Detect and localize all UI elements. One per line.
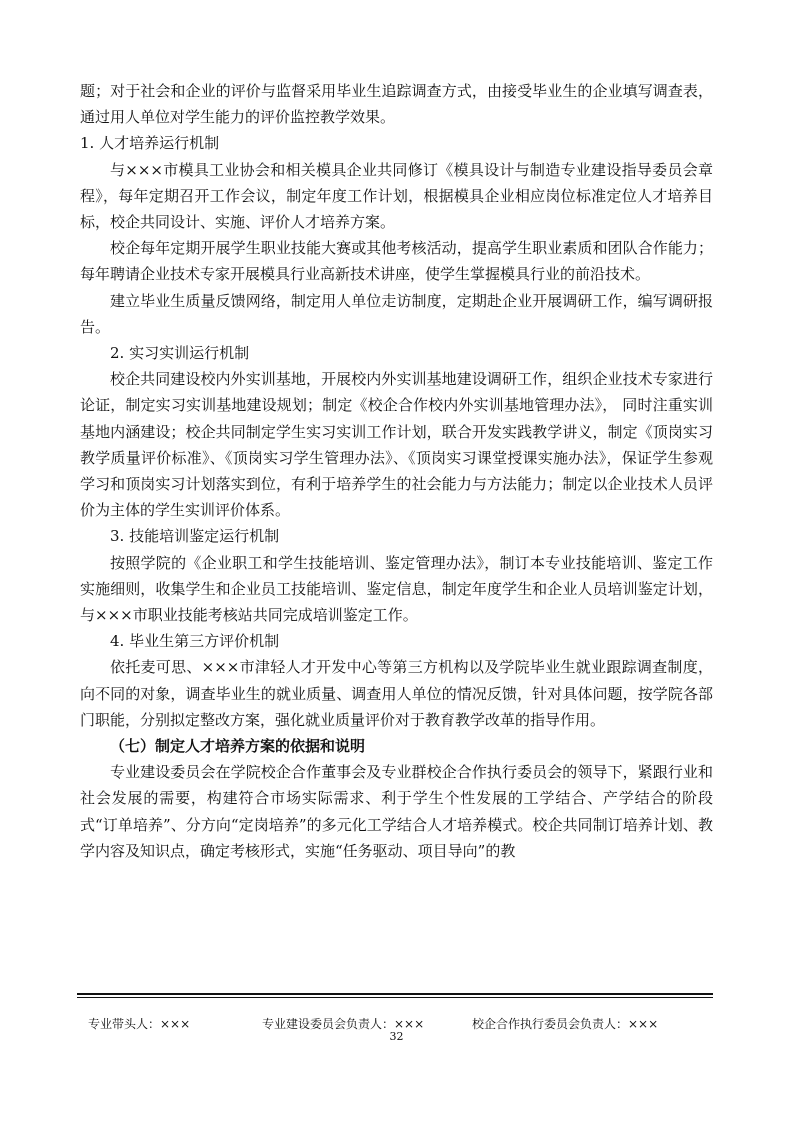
footer-lead: 专业带头人：××× bbox=[88, 1017, 191, 1031]
subheading-internship: 2. 实习实训运行机制 bbox=[110, 344, 250, 363]
footer-committee: 专业建设委员会负责人：××× bbox=[262, 1017, 425, 1031]
subheading-talent-training: 1. 人才培养运行机制 bbox=[80, 134, 220, 153]
paragraph: 按照学院的《企业职工和学生技能培训、鉴定管理办法》，制订本专业技能培训、鉴定工作实施细则，收集学生和企业员工技能培训、鉴定信息，制定年度学生和企业人员培训鉴定计划，与×××市职业技能考核站共同完成培训鉴定工作。 bbox=[80, 553, 713, 625]
footer-rule-thin bbox=[77, 997, 713, 998]
footer-exec: 校企合作执行委员会负责人：××× bbox=[472, 1017, 659, 1031]
section-heading: （七）制定人才培养方案的依据和说明 bbox=[110, 737, 366, 756]
paragraph: 专业建设委员会在学院校企合作董事会及专业群校企合作执行委员会的领导下，紧跟行业和社会发展的需要，构建符合市场实际需求、利于学生个性发展的工学结合、产学结合的阶段式“订单培养”、分方向“定岗培养”的多元化工学结合人才培养模式。校企共同制订培养计划、教学内容及知识点，确定考核形式，实施“任务驱动、项目导向”的教 bbox=[80, 763, 713, 860]
page-number: 32 bbox=[389, 1030, 404, 1043]
paragraph-continuation: 题；对于社会和企业的评价与监督采用毕业生追踪调查方式，由接受毕业生的企业填写调查表，通过用人单位对学生能力的评价监控教学效果。 bbox=[80, 82, 713, 127]
paragraph: 依托麦可思、×××市津轻人才开发中心等第三方机构以及学院毕业生就业跟踪调查制度，向不同的对象，调查毕业生的就业质量、调查用人单位的情况反馈，针对具体问题，按学院各部门职能，分别拟定整改方案，强化就业质量评价对于教育教学改革的指导作用。 bbox=[80, 658, 713, 729]
paragraph: 与×××市模具工业协会和相关模具企业共同修订《模具设计与制造专业建设指导委员会章程》，每年定期召开工作会议，制定年度工作计划，根据模具企业相应岗位标准定位人才培养目标，校企共同设计、实施、评价人才培养方案。 bbox=[80, 160, 713, 232]
paragraph: 校企每年定期开展学生职业技能大赛或其他考核活动，提高学生职业素质和团队合作能力；每年聘请企业技术专家开展模具行业高新技术讲座，使学生掌握模具行业的前沿技术。 bbox=[80, 239, 713, 284]
paragraph: 建立毕业生质量反馈网络，制定用人单位走访制度，定期赴企业开展调研工作，编写调研报告。 bbox=[80, 291, 713, 336]
paragraph: 校企共同建设校内外实训基地，开展校内外实训基地建设调研工作，组织企业技术专家进行论证，制定实习实训基地建设规划；制定《校企合作校内外实训基地管理办法》， 同时注重实训基地内涵建设；校企共同制定学生实习实训工作计划，联合开发实践教学讲义，制定《顶岗实习教学质量评价标准》、《顶岗实习学生管理办法》、《顶岗实习课堂授课实施办法》，保证学生参观学习和顶岗实习计划落实到位，有利于培养学生的社会能力与方法能力；制定以企业技术人员评价为主体的学生实训评价体系。 bbox=[80, 370, 713, 520]
footer-rule-thick bbox=[77, 993, 713, 995]
subheading-third-party-eval: 4. 毕业生第三方评价机制 bbox=[110, 632, 280, 651]
subheading-skills-training: 3. 技能培训鉴定运行机制 bbox=[110, 527, 280, 546]
document-body bbox=[80, 78, 713, 864]
